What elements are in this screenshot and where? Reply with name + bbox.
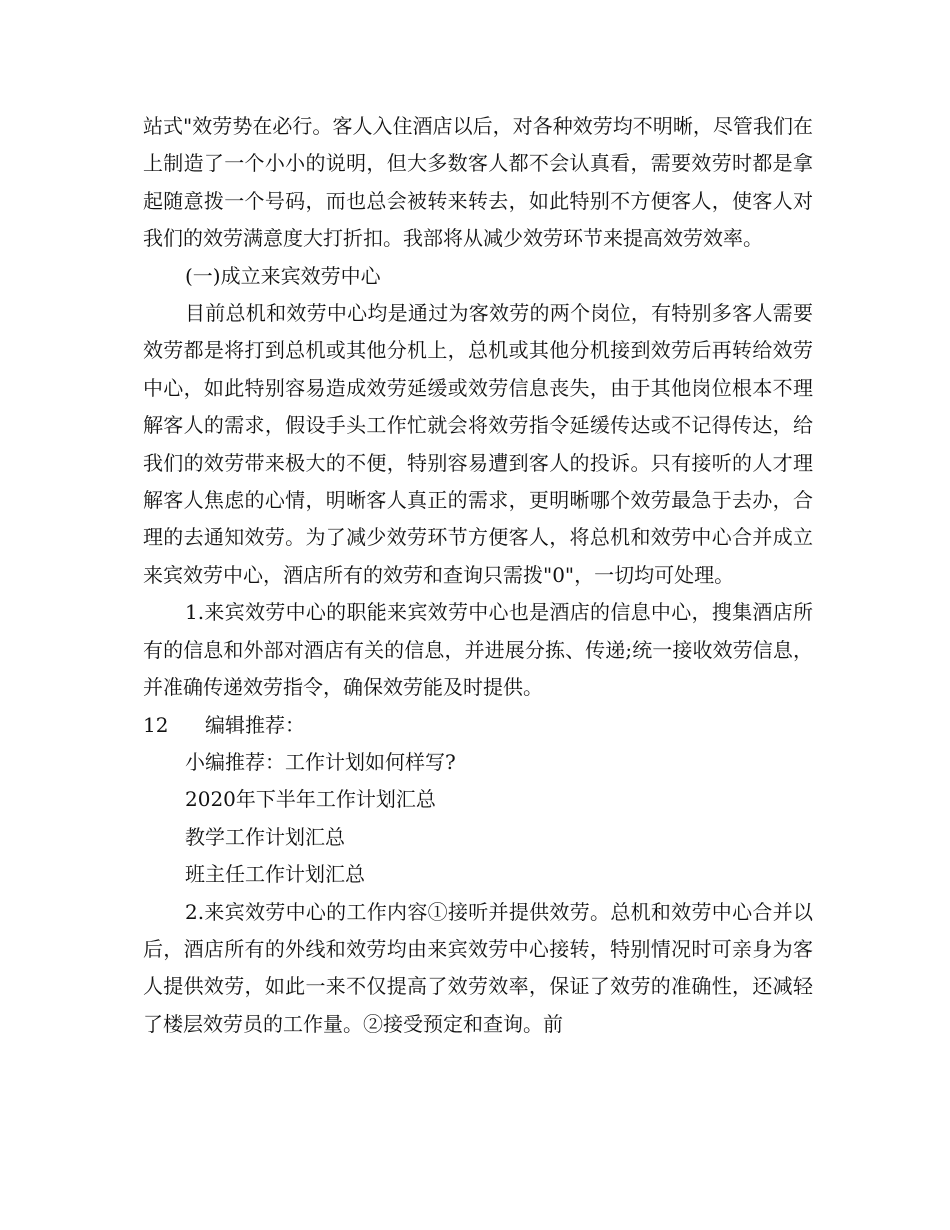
recommend-link-3[interactable]: 教学工作计划汇总 bbox=[185, 824, 345, 849]
editor-recommend-label: 编辑推荐： bbox=[205, 712, 305, 737]
editor-recommend-row bbox=[143, 707, 813, 744]
paragraph-center-function: 1.来宾效劳中心的职能来宾效劳中心也是酒店的信息中心，搜集酒店所有的信息和外部对酒店有关的信息，并进展分拣、传递;统一接收效劳信息，并准确传递效劳指令，确保效劳能及时提供。 bbox=[143, 600, 813, 700]
paragraph-service-center: 目前总机和效劳中心均是通过为客效劳的两个岗位，有特别多客人需要效劳都是将打到总机或其他分机上，总机或其他分机接到效劳后再转给效劳中心，如此特别容易造成效劳延缓或效劳信息丧失，由于其他岗位根本不理解客人的需求，假设手头工作忙就会将效劳指令延缓传达或不记得传达，给我们的效劳带来极大的不便，特别容易遭到客人的投诉。只有接听的人才理解客人焦虑的心情，明晰客人真正的需求，更明晰哪个效劳最急于去办，合理的去通知效劳。为了减少效劳环节方便客人，将总机和效劳中心合并成立来宾效劳中心，酒店所有的效劳和查询只需拨"0"，一切均可处理。 bbox=[143, 301, 813, 587]
document-body bbox=[143, 108, 813, 1043]
recommend-link-1[interactable]: 小编推荐：工作计划如何样写? bbox=[185, 749, 456, 774]
paragraph-continued: 站式"效劳势在必行。客人入住酒店以后，对各种效劳均不明晰，尽管我们在上制造了一个小小的说明，但大多数客人都不会认真看，需要效劳时都是拿起随意拨一个号码，而也总会被转来转去，如此特别不方便客人，使客人对我们的效劳满意度大打折扣。我部将从减少效劳环节来提高效劳效率。 bbox=[143, 114, 813, 251]
recommend-link-4[interactable]: 班主任工作计划汇总 bbox=[185, 862, 365, 887]
page-number: 12 bbox=[143, 712, 169, 737]
recommend-link-2[interactable]: 2020年下半年工作计划汇总 bbox=[185, 787, 436, 812]
paragraph-center-work: 2.来宾效劳中心的工作内容①接听并提供效劳。总机和效劳中心合并以后，酒店所有的外线和效劳均由来宾效劳中心接转，特别情况时可亲身为客人提供效劳，如此一来不仅提高了效劳效率，保证了效劳的准确性，还减轻了楼层效劳员的工作量。②接受预定和查询。前 bbox=[143, 899, 813, 1036]
section-heading: (一)成立来宾效劳中心 bbox=[185, 263, 381, 288]
